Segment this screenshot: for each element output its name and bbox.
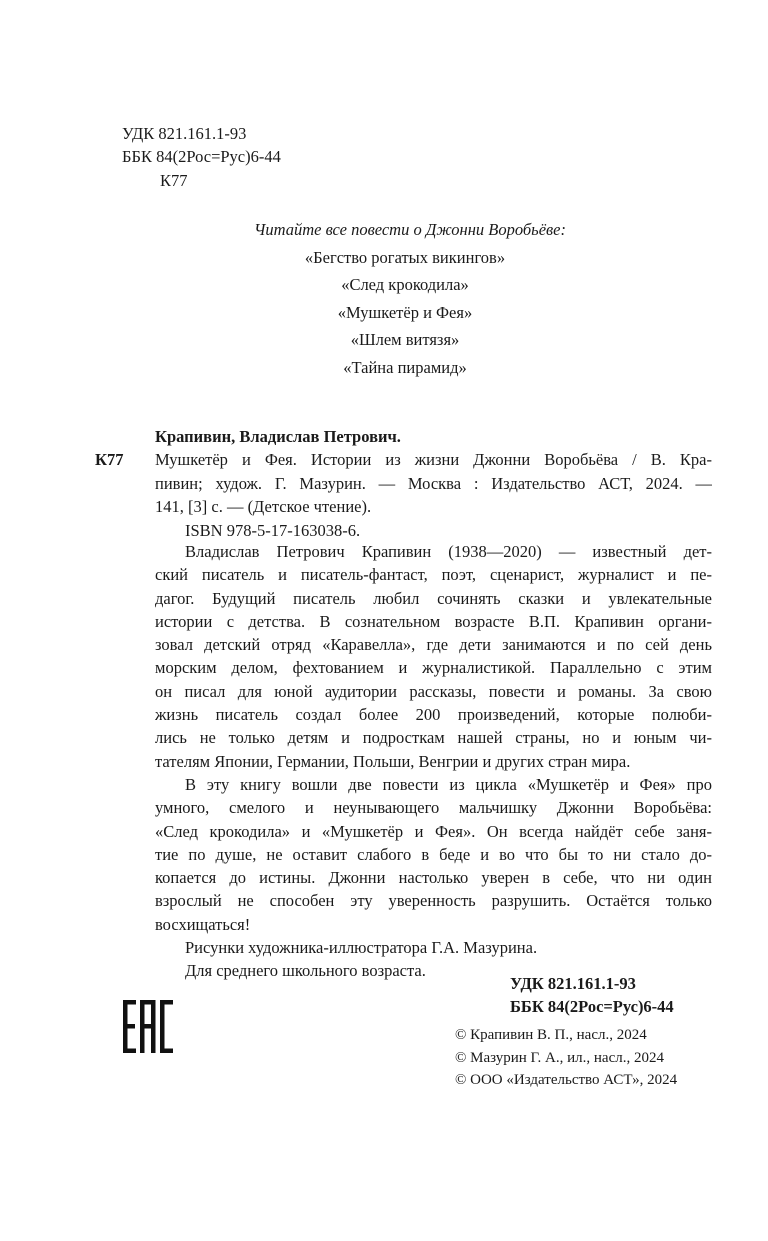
catalog-entry [155,425,712,542]
series-title: «Шлем витязя» [350,330,460,349]
annotation-line: дагог. Будущий писатель любил сочинять сказки и увлекательные [155,588,712,608]
illustrator-note: Рисунки художника-иллюстратора Г.А. Мазурина. [185,938,538,958]
bbk: ББК 84(2Рос=Рус)6-44 [122,147,281,167]
annotation-line: «След крокодила» и «Мушкетёр и Фея». Он всегда найдёт себе заня- [155,821,712,841]
copyright-line: © Крапивин В. П., насл., 2024 [455,1027,647,1043]
series-title: «След крокодила» [341,275,469,294]
catalog-author: Крапивин, Владислав Петрович. [155,427,401,446]
annotation [155,540,712,983]
series-title: «Бегство рогатых викингов» [304,247,506,267]
isbn: ISBN 978-5-17-163038-6. [185,521,361,541]
bbk: ББК 84(2Рос=Рус)6-44 [510,997,674,1017]
annotation-line: он писал для юной аудитории рассказы, повести и романы. За свою [155,681,712,701]
udk: УДК 821.161.1-93 [510,974,636,993]
annotation-line: жизнь писатель создал более 200 произведений, которые полюби- [155,705,712,725]
udk: УДК 821.161.1-93 [122,124,247,143]
series-title: «Тайна пирамид» [343,357,467,377]
series-heading: Читайте все повести о Джонни Воробьёве: [253,220,566,239]
bottom-index [510,972,674,1019]
annotation-line: восхищаться! [155,914,251,934]
series-title: «Мушкетёр и Фея» [337,302,473,322]
age-note: Для среднего школьного возраста. [185,961,426,981]
annotation-line: ский писатель и писатель-фантаст, поэт, сценарист, журналист и пе- [155,565,712,585]
catalog-mark: К77 [95,450,124,470]
annotation-line: копается до истины. Джонни настолько уверен в себе, что ни один [155,868,712,888]
annotation-line: Владислав Петрович Крапивин (1938—2020) — известный дет- [185,542,712,561]
annotation-line: В эту книгу вошли две повести из цикла «Мушкетёр и Фея» про [185,774,712,794]
entry-line: 141, [3] с. — (Детское чтение). [155,496,372,516]
annotation-line: тателям Японии, Германии, Польши, Венгрии и других стран мира. [155,751,631,771]
copyright-line: © ООО «Издательство АСТ», 2024 [455,1072,678,1088]
entry-line: пивин; худож. Г. Мазурин. — Москва : Издательство АСТ, 2024. — [155,473,712,493]
annotation-line: лись не только детям и подросткам нашей страны, но и юным чи- [155,728,712,748]
eac-logo-icon [123,1000,173,1053]
annotation-line: тие по душе, не оставит слабого в беде и во что бы то ни стало до- [155,844,712,864]
copyright-line: © Мазурин Г. А., ил., насл., 2024 [455,1049,664,1066]
top-index [122,122,281,192]
annotation-line: умного, смелого и неунывающего мальчишку Джонни Воробьёва: [155,798,712,818]
copyright-block [455,1024,677,1092]
series-list [160,216,660,381]
annotation-line: морским делом, фехтованием и журналистикой. Параллельно с этим [155,658,712,678]
annotation-line: взрослый не способен эту уверенность разрушить. Остаётся только [155,891,712,911]
annotation-line: зовал детский отряд «Каравелла», где дети занимаются и по сей день [155,635,712,655]
author-mark: К77 [160,170,188,190]
annotation-line: истории с детства. В сознательном возрасте В.П. Крапивин органи- [155,611,712,631]
entry-line: Мушкетёр и Фея. Истории из жизни Джонни Воробьёва / В. Кра- [155,450,712,470]
